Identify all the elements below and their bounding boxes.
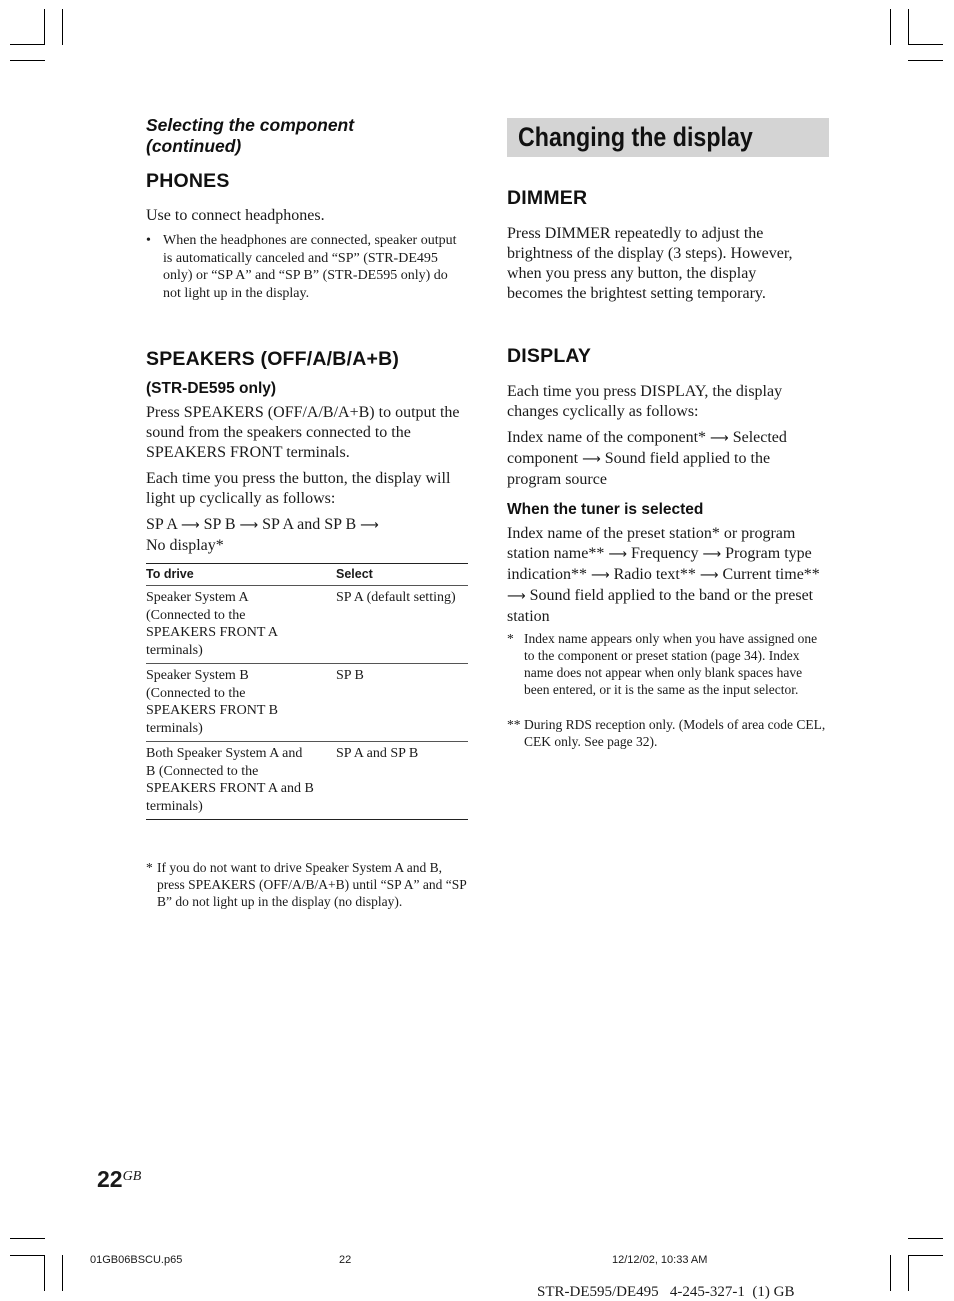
slug-page: 22 xyxy=(339,1254,352,1266)
crop-mark xyxy=(10,1238,45,1239)
crop-mark xyxy=(10,60,45,61)
crop-mark xyxy=(890,1255,891,1291)
table-cell-select: SP B xyxy=(336,664,468,742)
display-cycle xyxy=(507,428,825,490)
table-cell-drive: Speaker System B (Connected to the SPEAKERS FRONT B terminals) xyxy=(146,664,336,742)
table-header-row xyxy=(146,564,468,586)
cycle-step: SP A and SP B xyxy=(262,516,357,533)
phones-heading: PHONES xyxy=(146,170,230,192)
crop-mark xyxy=(908,60,943,61)
tuner-cycle xyxy=(507,524,829,627)
table-row xyxy=(146,664,468,742)
arrow-icon: ⟶ xyxy=(710,431,729,446)
cycle-step: No display* xyxy=(146,537,224,554)
cycle-step: Current time** xyxy=(722,566,820,583)
crop-mark xyxy=(10,44,45,45)
tuner-subheading: When the tuner is selected xyxy=(507,501,704,518)
page-number-digits: 22 xyxy=(97,1166,123,1192)
crop-mark xyxy=(62,1255,63,1291)
cycle-step: Sound field applied to the band or the preset station xyxy=(507,587,814,625)
table-header: To drive xyxy=(146,564,336,586)
cycle-step: Index name of the preset station* or program station name** xyxy=(507,525,796,562)
table-cell-select: SP A and SP B xyxy=(336,742,468,820)
crop-mark xyxy=(908,9,909,45)
crop-mark xyxy=(908,1255,943,1256)
slug-file: 01GB06BSCU.p65 xyxy=(90,1254,183,1266)
display-para: Each time you press DISPLAY, the display changes cyclically as follows: xyxy=(507,383,783,420)
arrow-icon: ⟶ xyxy=(360,518,379,533)
crop-mark xyxy=(908,1255,909,1291)
crop-mark xyxy=(10,1255,45,1256)
section-label-line1: Selecting the component xyxy=(146,115,355,135)
crop-mark xyxy=(62,9,63,45)
speakers-cycle xyxy=(146,515,468,556)
bullet-mark: • xyxy=(146,233,151,248)
dimmer-para: Press DIMMER repeatedly to adjust the brightness of the display (3 steps). However, when you press any button, the display becomes the brightest setting temporary. xyxy=(507,225,793,302)
table-cell-select: SP A (default setting) xyxy=(336,586,468,664)
running-section-label xyxy=(146,115,476,157)
speakers-footnote xyxy=(146,859,468,910)
crop-mark xyxy=(908,44,943,45)
page-title: Changing the display xyxy=(518,122,753,152)
table-row xyxy=(146,586,468,664)
crop-mark xyxy=(890,9,891,45)
cycle-step: Frequency xyxy=(630,545,699,562)
display-note-2 xyxy=(507,716,829,750)
phones-bullet-text: When the headphones are connected, speaker output is automatically canceled and “SP” (STR-DE495 only) or “SP A” and “SP B” (STR-DE595 only) do not light up in the display. xyxy=(163,233,457,301)
speakers-subheading: (STR-DE595 only) xyxy=(146,380,277,397)
arrow-icon: ⟶ xyxy=(699,568,719,583)
slug-model: STR-DE595/DE495 4-245-327-1 (1) GB xyxy=(537,1284,795,1300)
cycle-step: Program type indication** xyxy=(507,545,812,583)
table-header: Select xyxy=(336,564,468,586)
slug-date: 12/12/02, 10:33 AM xyxy=(612,1254,708,1266)
speakers-para2: Each time you press the button, the display will light up cyclically as follows: xyxy=(146,470,451,507)
arrow-icon: ⟶ xyxy=(239,518,259,533)
arrow-icon: ⟶ xyxy=(582,452,601,467)
dimmer-heading: DIMMER xyxy=(507,187,588,209)
cycle-step: SP B xyxy=(203,516,236,533)
table-row xyxy=(146,742,468,820)
display-heading: DISPLAY xyxy=(507,345,592,367)
crop-mark xyxy=(908,1238,943,1239)
cycle-step: Radio text** xyxy=(613,566,696,583)
cycle-step: Selected component xyxy=(507,429,787,467)
cycle-step: SP A xyxy=(146,516,177,533)
arrow-icon: ⟶ xyxy=(507,589,526,604)
page-number-suffix: GB xyxy=(122,1169,142,1184)
phones-bullet-item xyxy=(146,232,468,302)
cycle-step: Sound field applied to the program source xyxy=(507,450,771,488)
table-cell-drive: Both Speaker System A and B (Connected to the SPEAKERS FRONT A and B terminals) xyxy=(146,742,336,820)
cycle-step: Index name of the component* xyxy=(507,429,707,446)
table-cell-drive: Speaker System A (Connected to the SPEAKERS FRONT A terminals) xyxy=(146,586,336,664)
crop-mark xyxy=(44,9,45,45)
phones-intro: Use to connect headphones. xyxy=(146,207,325,224)
display-note-1 xyxy=(507,630,829,698)
speakers-para1: Press SPEAKERS (OFF/A/B/A+B) to output the sound from the speakers connected to the SPEAKERS FRONT terminals. xyxy=(146,404,460,461)
page-number xyxy=(97,1166,141,1193)
arrow-icon: ⟶ xyxy=(608,547,627,562)
arrow-icon: ⟶ xyxy=(702,547,722,562)
footnote-text: During RDS reception only. (Models of area code CEL, CEK only. See page 32). xyxy=(524,717,826,749)
footnote-mark: * xyxy=(507,631,514,646)
page-title-bar xyxy=(507,118,829,157)
crop-mark xyxy=(44,1255,45,1291)
arrow-icon: ⟶ xyxy=(590,568,610,583)
section-label-line2: (continued) xyxy=(146,136,242,156)
footnote-text: If you do not want to drive Speaker System A and B, press SPEAKERS (OFF/A/B/A+B) until “SP A” and “SP B” do not light up in the display (no display). xyxy=(157,860,467,909)
speakers-heading: SPEAKERS (OFF/A/B/A+B) xyxy=(146,348,400,370)
speaker-table xyxy=(146,563,468,820)
footnote-mark: ** xyxy=(507,717,521,732)
footnote-text: Index name appears only when you have assigned one to the component or preset station (page 34). Index name does not appear when only blank spaces have been entered, or it is the same as the input selector. xyxy=(524,631,818,697)
arrow-icon: ⟶ xyxy=(181,518,200,533)
footnote-mark: * xyxy=(146,860,153,875)
